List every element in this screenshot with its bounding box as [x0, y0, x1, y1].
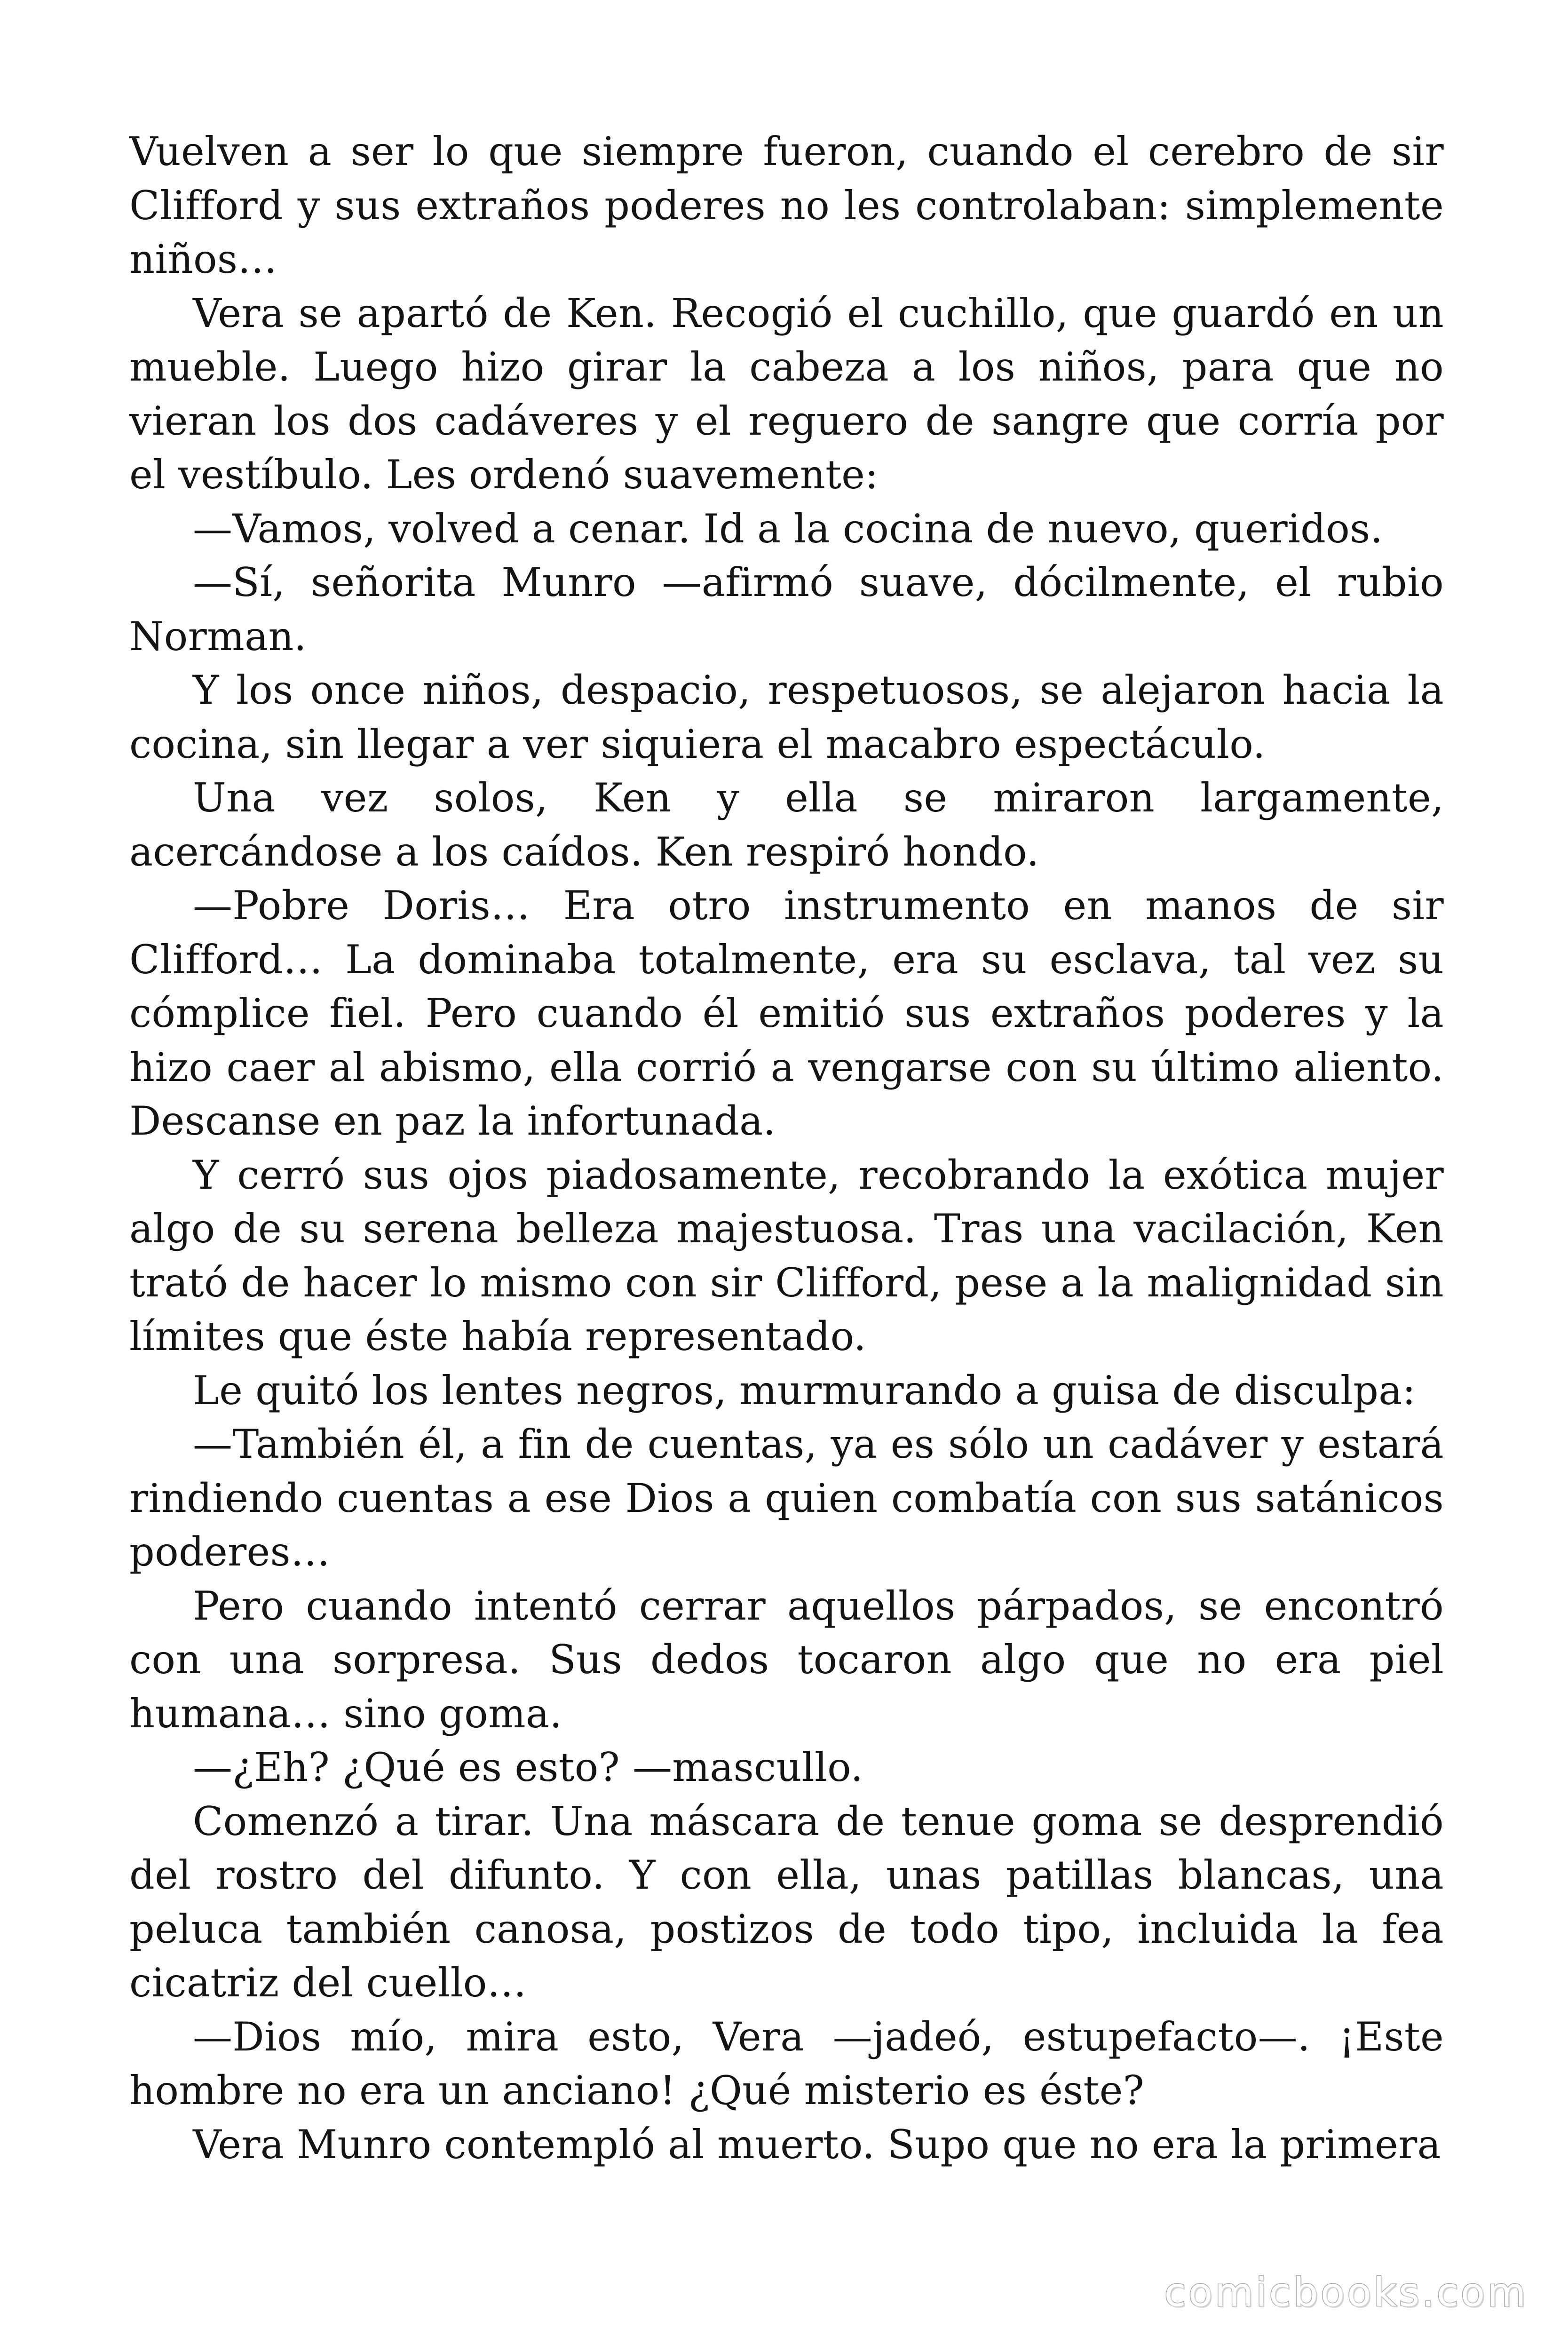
paragraph: Y cerró sus ojos piadosamente, recobrando la exótica mujer algo de su serena belleza majestuosa. Tras una vacilación, Ken trató de hacer lo mismo con sir Clifford, pese a la malignidad sin límites que éste había representado. — [129, 1152, 1444, 1359]
paragraph: —Dios mío, mira esto, Vera —jadeó, estupefacto—. ¡Este hombre no era un anciano! ¿Qué misterio es éste? — [129, 2013, 1444, 2114]
paragraph: Le quitó los lentes negros, murmurando a guisa de disculpa: — [193, 1367, 1416, 1414]
book-page — [129, 125, 1444, 2171]
paragraph: —¿Eh? ¿Qué es esto? —mascullo. — [193, 1744, 863, 1790]
watermark: comicbooks.com — [1164, 2269, 1528, 2315]
paragraph: —Pobre Doris… Era otro instrumento en manos de sir Clifford… La dominaba totalmente, era su esclava, tal vez su cómplice fiel. Pero cuando él emitió sus extraños poderes y la hizo caer al abismo, ella corrió a vengarse con su último aliento. Descanse en paz la infortunada. — [129, 882, 1444, 1144]
paragraph: —También él, a fin de cuentas, ya es sólo un cadáver y estará rindiendo cuentas a ese Dios a quien combatía con sus satánicos poderes… — [129, 1421, 1444, 1575]
paragraph: Vera Munro contempló al muerto. Supo que no era la primera — [193, 2121, 1441, 2168]
paragraph: Una vez solos, Ken y ella se miraron largamente, acercándose a los caídos. Ken respiró hondo. — [129, 775, 1444, 875]
paragraph: Vuelven a ser lo que siempre fueron, cuando el cerebro de sir Clifford y sus extraños poderes no les controlaban: simplemente niños… — [129, 128, 1444, 282]
paragraph: —Vamos, volved a cenar. Id a la cocina de nuevo, queridos. — [193, 505, 1383, 552]
paragraph: Comenzó a tirar. Una máscara de tenue goma se desprendió del rostro del difunto. Y con ella, unas patillas blancas, una peluca también canosa, postizos de todo tipo, incluida la fea cicatriz del cuello… — [129, 1798, 1444, 2006]
paragraph: Y los once niños, despacio, respetuosos, se alejaron hacia la cocina, sin llegar a ver siquiera el macabro espectáculo. — [129, 667, 1444, 767]
paragraph: —Sí, señorita Munro —afirmó suave, dócilmente, el rubio Norman. — [129, 559, 1444, 660]
paragraph: Pero cuando intentó cerrar aquellos párpados, se encontró con una sorpresa. Sus dedos tocaron algo que no era piel humana… sino goma. — [129, 1582, 1444, 1737]
paragraph: Vera se apartó de Ken. Recogió el cuchillo, que guardó en un mueble. Luego hizo girar la cabeza a los niños, para que no vieran los dos cadáveres y el reguero de sangre que corría por el vestíbulo. Les ordenó suavemente: — [129, 290, 1444, 498]
